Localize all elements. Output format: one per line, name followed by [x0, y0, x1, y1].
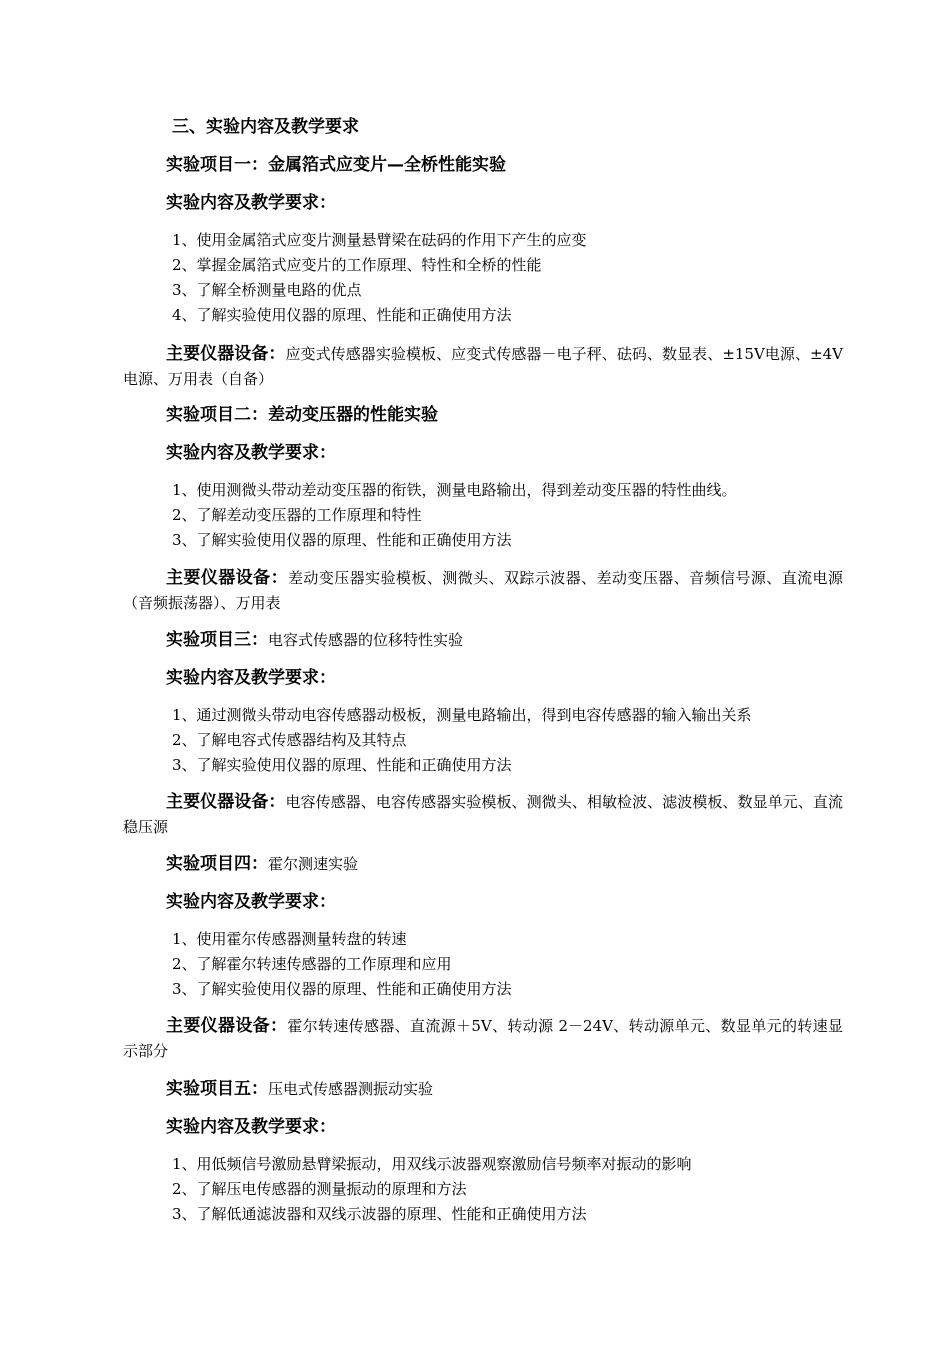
- list-item: 1、用低频信号激励悬臂梁振动，用双线示波器观察激励信号频率对振动的影响: [172, 1155, 692, 1173]
- project-1-label: 实验项目一：: [166, 155, 268, 175]
- project-1-name: 金属箔式应变片—全桥性能实验: [268, 155, 506, 175]
- list-item: 4、了解实验使用仪器的原理、性能和正确使用方法: [172, 306, 512, 324]
- project-5-items: [172, 1152, 692, 1227]
- equipment-label: 主要仪器设备：: [166, 1016, 288, 1036]
- project-4-items: [172, 927, 512, 1002]
- project-1-items: [172, 228, 587, 328]
- project-5-title: [166, 1077, 433, 1101]
- list-item: 1、使用霍尔传感器测量转盘的转速: [172, 930, 407, 948]
- list-item: 3、了解实验使用仪器的原理、性能和正确使用方法: [172, 980, 512, 998]
- equipment-text: 差动变压器实验模板、测微头、双踪示波器、差动变压器、音频信号源、直流电源（音频振荡器）、万用表: [123, 569, 843, 612]
- list-item: 1、使用测微头带动差动变压器的衔铁，测量电路输出，得到差动变压器的特性曲线。: [172, 481, 737, 499]
- project-1-requirements-heading: 实验内容及教学要求：: [166, 193, 336, 213]
- equipment-label: 主要仪器设备：: [166, 792, 286, 812]
- project-2-items: [172, 478, 737, 553]
- project-4-equipment: [123, 1014, 843, 1064]
- project-3-equipment: [123, 790, 843, 840]
- list-item: 3、了解低通滤波器和双线示波器的原理、性能和正确使用方法: [172, 1205, 587, 1223]
- list-item: 2、掌握金属箔式应变片的工作原理、特性和全桥的性能: [172, 256, 542, 274]
- equipment-text: 霍尔转速传感器、直流源＋5V、转动源 2－24V、转动源单元、数显单元的转速显示部分: [123, 1017, 843, 1060]
- project-4-title: [166, 852, 358, 876]
- project-2-label: 实验项目二：: [166, 405, 268, 425]
- section-heading: 三、实验内容及教学要求: [172, 117, 359, 137]
- list-item: 1、使用金属箔式应变片测量悬臂梁在砝码的作用下产生的应变: [172, 231, 587, 249]
- equipment-text: 电容传感器、电容传感器实验模板、测微头、相敏检波、滤波模板、数显单元、直流稳压源: [123, 793, 844, 836]
- project-2-title: [166, 403, 438, 427]
- project-3-requirements-heading: 实验内容及教学要求：: [166, 668, 336, 688]
- project-2-equipment: [123, 566, 843, 616]
- project-5-name: 压电式传感器测振动实验: [268, 1080, 434, 1098]
- equipment-label: 主要仪器设备：: [166, 568, 288, 588]
- list-item: 3、了解实验使用仪器的原理、性能和正确使用方法: [172, 756, 512, 774]
- project-3-title: [166, 628, 463, 652]
- project-4-label: 实验项目四：: [166, 854, 268, 874]
- project-5-requirements-heading: 实验内容及教学要求：: [166, 1117, 336, 1137]
- list-item: 3、了解实验使用仪器的原理、性能和正确使用方法: [172, 531, 512, 549]
- project-4-requirements-heading: 实验内容及教学要求：: [166, 892, 336, 912]
- list-item: 2、了解压电传感器的测量振动的原理和方法: [172, 1180, 467, 1198]
- list-item: 2、了解霍尔转速传感器的工作原理和应用: [172, 955, 452, 973]
- project-2-name: 差动变压器的性能实验: [268, 405, 438, 425]
- project-3-items: [172, 703, 752, 778]
- project-3-label: 实验项目三：: [166, 630, 268, 650]
- project-1-title: [166, 153, 506, 177]
- list-item: 1、通过测微头带动电容传感器动极板，测量电路输出，得到电容传感器的输入输出关系: [172, 706, 752, 724]
- equipment-label: 主要仪器设备：: [166, 344, 286, 364]
- project-2-requirements-heading: 实验内容及教学要求：: [166, 443, 336, 463]
- project-4-name: 霍尔测速实验: [268, 855, 359, 873]
- project-3-name: 电容式传感器的位移特性实验: [268, 631, 464, 649]
- equipment-text: 应变式传感器实验模板、应变式传感器－电子秤、砝码、数显表、±15V电源、±4V 电源、万用表（自备）: [123, 345, 844, 388]
- list-item: 2、了解电容式传感器结构及其特点: [172, 731, 407, 749]
- project-5-label: 实验项目五：: [166, 1079, 268, 1099]
- list-item: 3、了解全桥测量电路的优点: [172, 281, 362, 299]
- list-item: 2、了解差动变压器的工作原理和特性: [172, 506, 422, 524]
- project-1-equipment: [123, 342, 843, 392]
